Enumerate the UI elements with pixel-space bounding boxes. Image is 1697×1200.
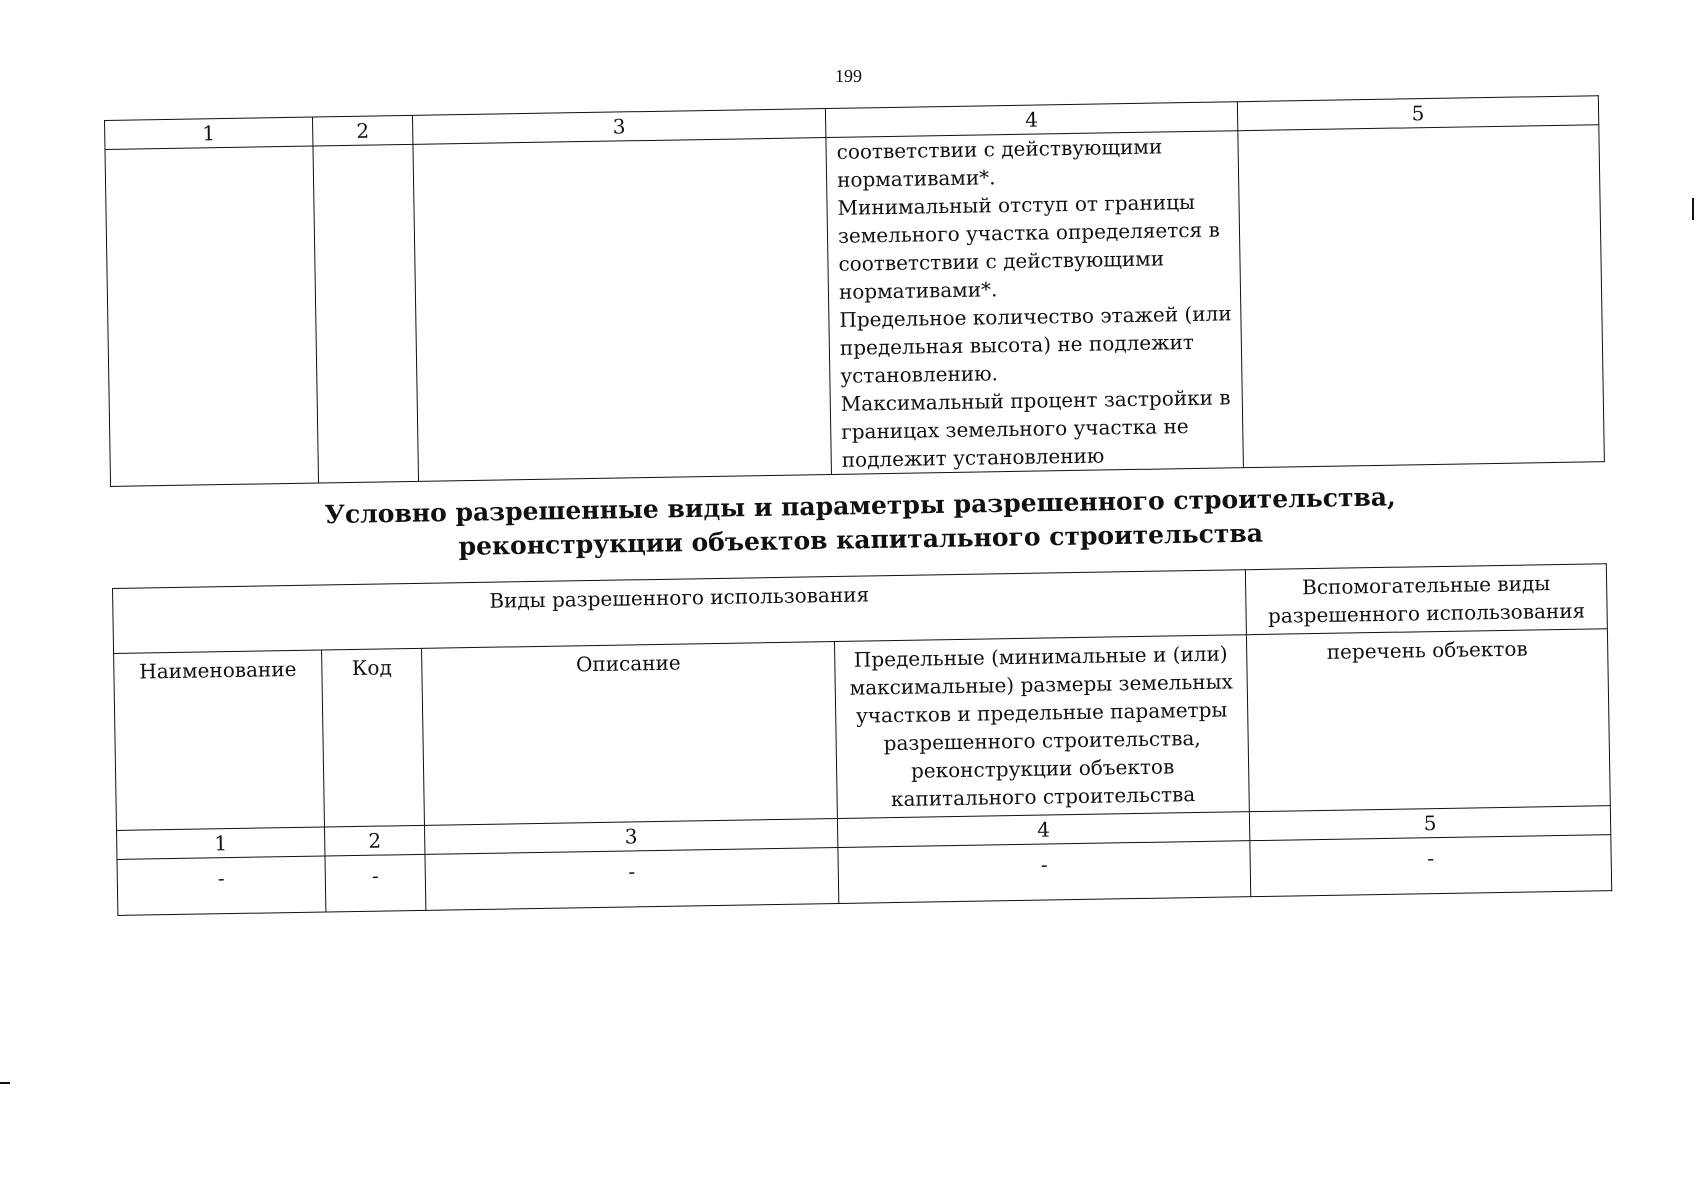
code-cell [313, 144, 419, 483]
conditional-uses-table [112, 563, 1612, 916]
column-number: 3 [424, 819, 837, 855]
column-number: 4 [825, 102, 1237, 138]
table-cell: - [425, 848, 839, 911]
column-header-objects: перечень объектов [1246, 629, 1610, 812]
description-cell [413, 138, 832, 482]
parameters-paragraph: Максимальный процент застройки в границах земельного участка не подлежит установлению [840, 385, 1231, 472]
column-number: 5 [1237, 96, 1598, 131]
column-header-parameters: Предельные (минимальные и (или) максимальные) размеры земельных участков и предельные параметры разрешенного строительства, реконструкции объектов капитального строительства [834, 635, 1249, 819]
page-number: 199 [835, 66, 862, 86]
column-number: 2 [324, 825, 424, 856]
continuation-table [104, 95, 1605, 487]
auxiliary-header: Вспомогательные виды разрешенного использования [1245, 564, 1607, 635]
parameters-paragraph: Предельное количество этажей (или предельная высота) не подлежит установлению. [839, 301, 1232, 388]
column-header-description: Описание [422, 642, 838, 826]
parameters-paragraph: соответствии с действующими нормативами*. [836, 134, 1163, 192]
parameters-cell [826, 131, 1244, 475]
column-number: 2 [312, 115, 412, 146]
column-number: 3 [412, 109, 825, 145]
column-header-code: Код [322, 648, 425, 827]
scan-edge-mark [0, 1082, 10, 1084]
parameters-paragraph: Минимальный отступ от границы земельного участка определяется в соответствии с действующими нормативами*. [837, 189, 1220, 304]
table-row [105, 125, 1604, 487]
table-cell: - [838, 841, 1251, 904]
table-cell: - [117, 856, 326, 915]
column-number: 1 [105, 117, 313, 149]
group-header: Виды разрешенного использования [113, 570, 1247, 654]
column-header-name: Наименование [114, 650, 325, 830]
column-number: 5 [1249, 806, 1610, 841]
column-header-row [114, 629, 1611, 831]
table-cell: - [325, 854, 426, 912]
column-number: 1 [117, 827, 325, 859]
scan-edge-mark [1692, 198, 1694, 220]
table-cell: - [1250, 835, 1612, 897]
name-cell [105, 146, 319, 486]
section-title: Условно разрешенные виды и параметры разрешенного строительства, реконструкции объектов капитального строительства [324, 482, 1396, 561]
auxiliary-cell [1238, 125, 1605, 468]
column-number: 4 [837, 812, 1249, 848]
